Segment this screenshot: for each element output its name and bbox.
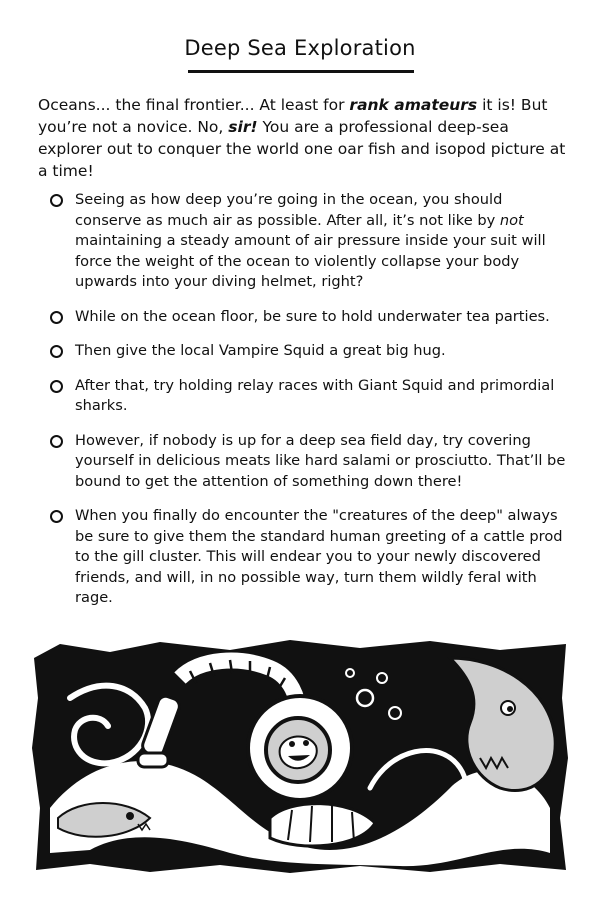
- intro-text-3: You are a professional deep-sea explorer out to conquer the world one oar fish and isopod picture at a time!: [38, 118, 566, 180]
- bullet-circle-icon: [50, 345, 63, 358]
- bullet-text-4: After that, try holding relay races with Giant Squid and primordial sharks.: [75, 376, 555, 414]
- list-item: [48, 506, 568, 609]
- bullet-list: [48, 190, 568, 609]
- intro-text-2: it is! But you’re not a novice. No,: [38, 96, 548, 136]
- list-item: [48, 341, 568, 362]
- bullet-text-1b: maintaining a steady amount of air pressure inside your suit will force the weight of the ocean to violently collapse your body upwards into your diving helmet, right?: [75, 232, 546, 290]
- bullet-text-2: While on the ocean floor, be sure to hold underwater tea parties.: [75, 307, 550, 325]
- title-underline: [188, 70, 414, 73]
- coral-tube: [138, 753, 168, 767]
- creature-pupil: [507, 706, 513, 712]
- bullet-emphasis-1: not: [499, 211, 524, 229]
- list-item: [48, 431, 568, 493]
- intro-emphasis-1: rank amateurs: [349, 96, 478, 114]
- page-title: Deep Sea Exploration: [184, 36, 416, 60]
- bullet-text-3: Then give the local Vampire Squid a great big hug.: [75, 342, 446, 359]
- bullet-circle-icon: [50, 435, 63, 448]
- bullet-circle-icon: [50, 311, 63, 324]
- intro-text-1: Oceans... the final frontier... At least for: [38, 96, 350, 114]
- diver-eye-2: [303, 740, 309, 746]
- list-item: [48, 307, 568, 328]
- list-item: [48, 190, 568, 293]
- bullet-circle-icon: [50, 194, 63, 207]
- diver-face: [280, 736, 317, 768]
- bullet-text-1a: Seeing as how deep you’re going in the ocean, you should conserve as much air as possible. After all, it’s not like by: [75, 191, 503, 229]
- bullet-circle-icon: [50, 510, 63, 523]
- bullet-text-6: When you finally do encounter the "creatures of the deep" always be sure to give them the standard human greeting of a cattle prod to the gill cluster. This will endear you to your newly discovered friends, and will, in no possible way, turn them wildly feral with rage.: [75, 507, 563, 606]
- deep-sea-diver-illustration: [30, 638, 570, 874]
- bullet-circle-icon: [50, 380, 63, 393]
- list-item: [48, 376, 568, 417]
- intro-paragraph: [38, 94, 566, 182]
- diver-eye: [289, 741, 295, 747]
- intro-emphasis-2: sir!: [228, 118, 258, 136]
- bullet-text-5: However, if nobody is up for a deep sea field day, try covering yourself in delicious meats like hard salami or prosciutto. That’ll be bound to get the attention of something down there!: [75, 431, 566, 490]
- fish-eye: [126, 812, 134, 820]
